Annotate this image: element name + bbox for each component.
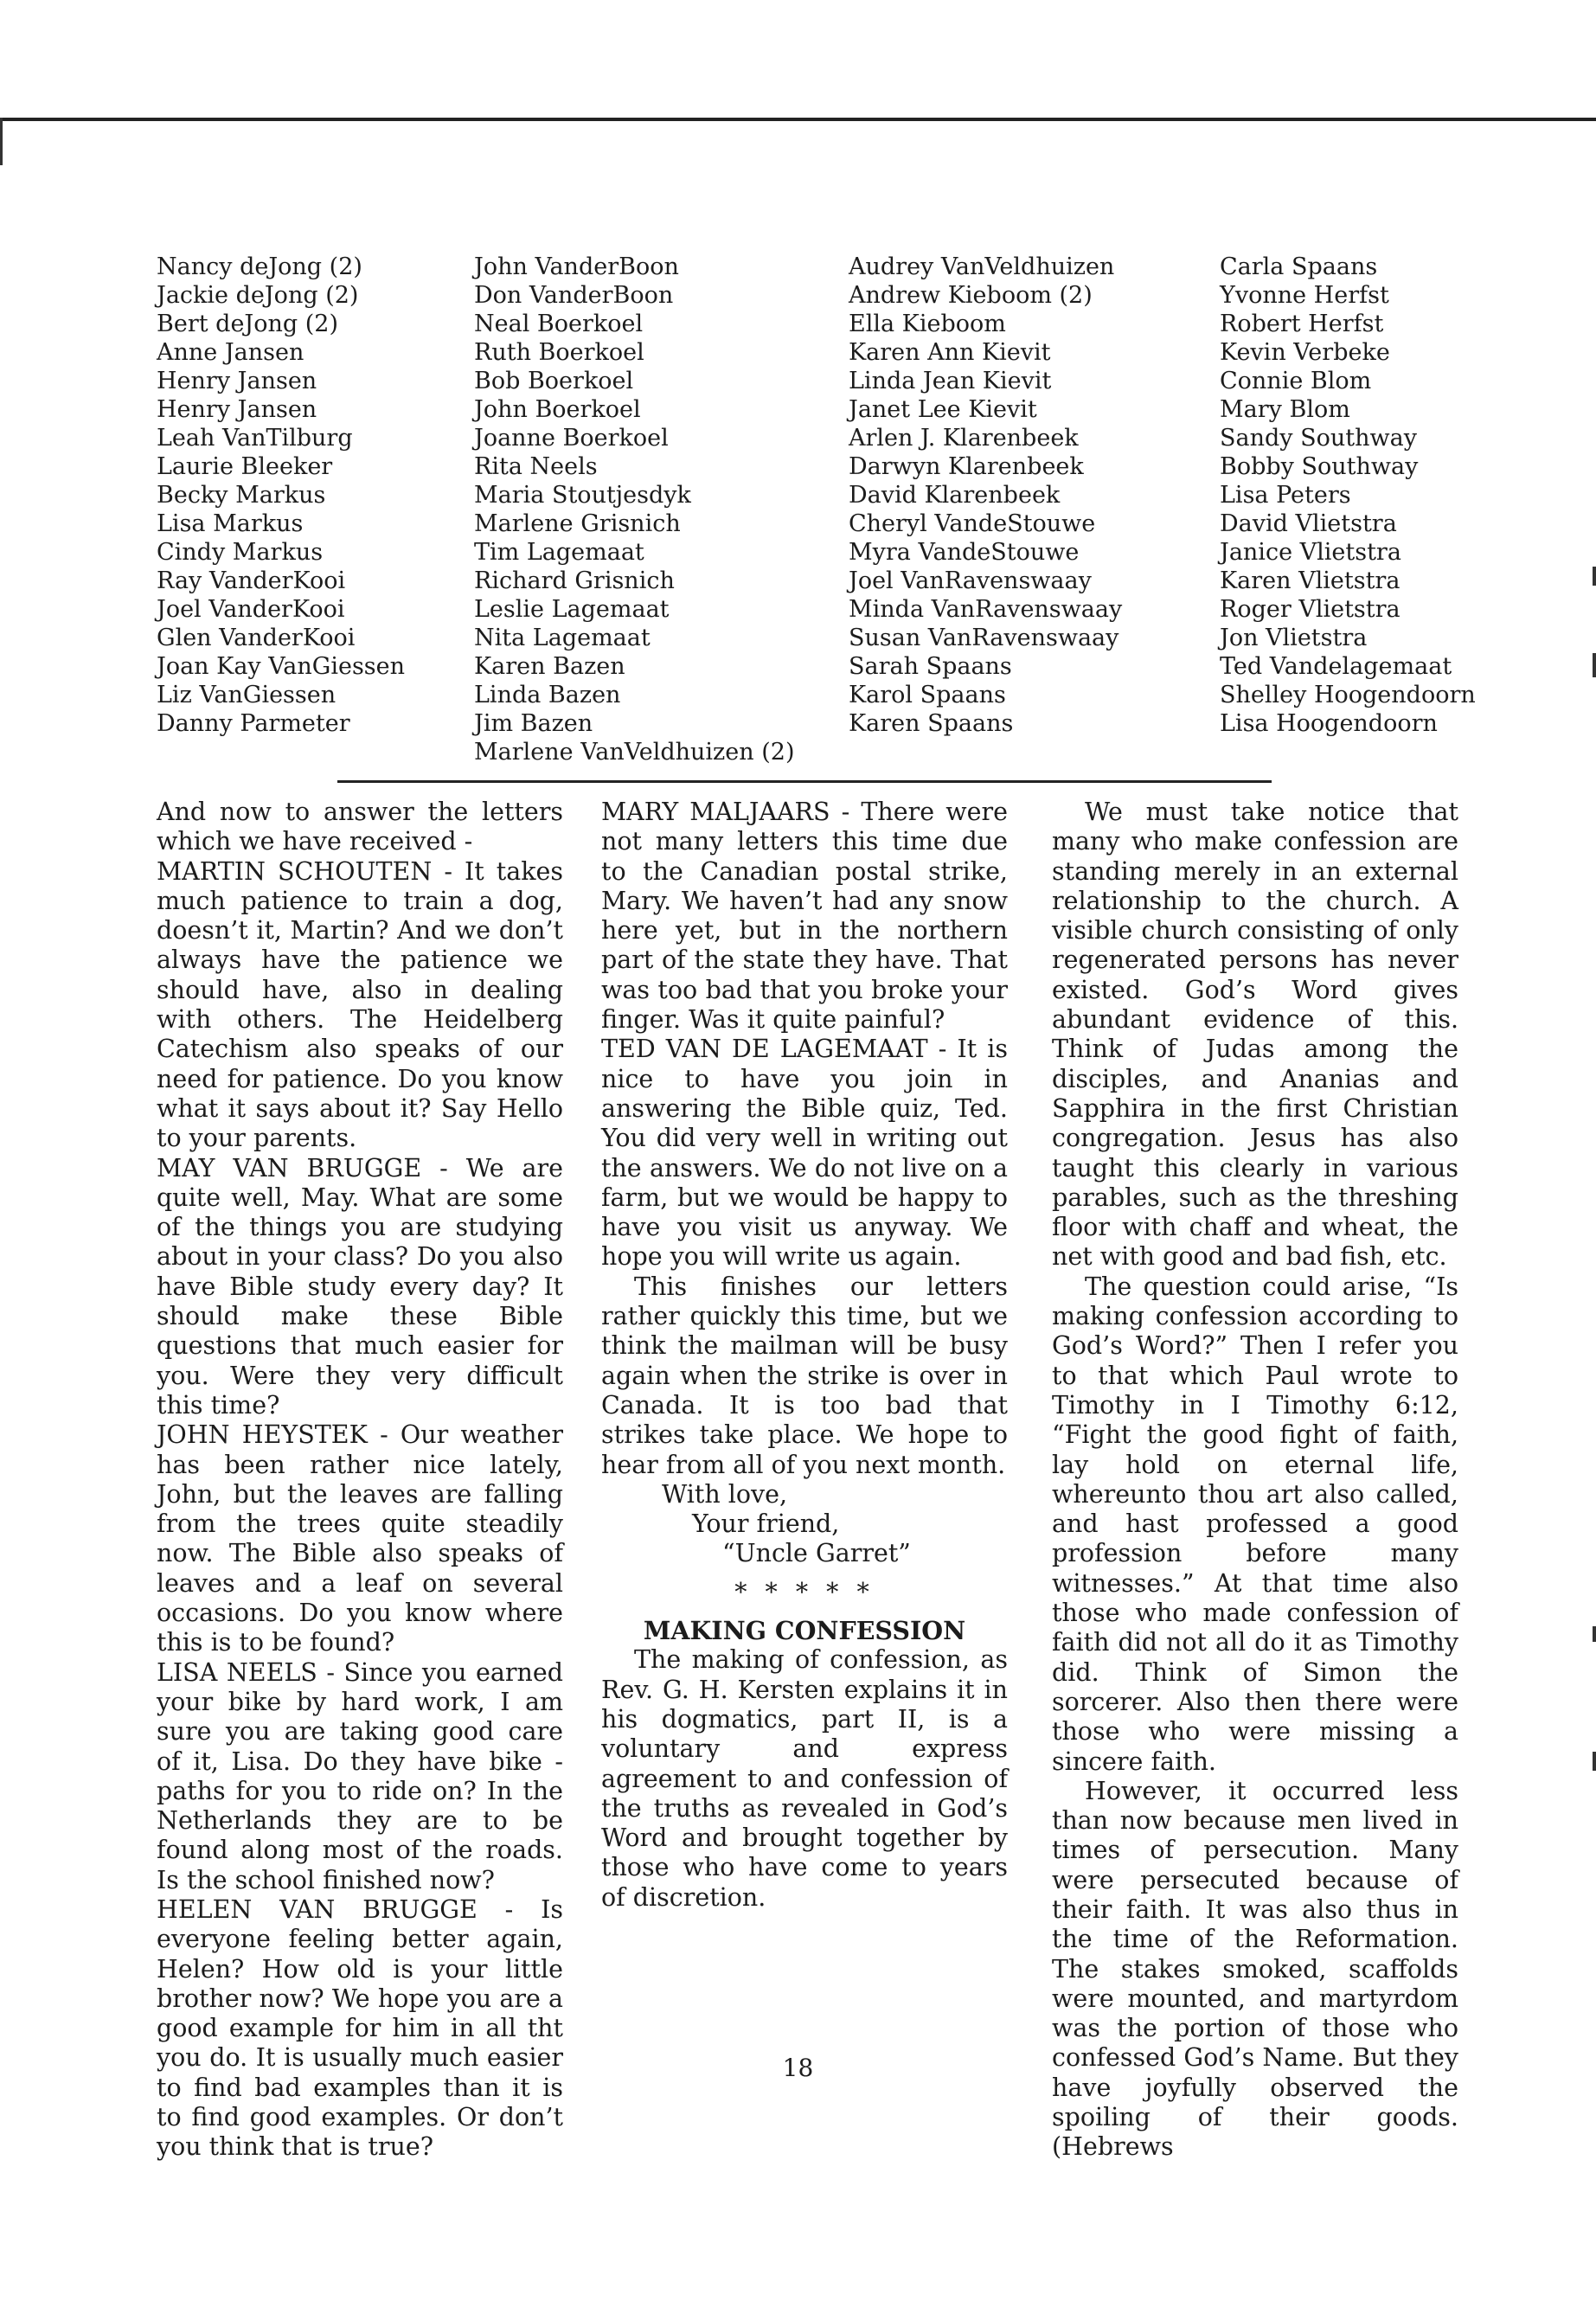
name-entry: Nancy deJong (2): [157, 253, 362, 280]
name-entry: Sarah Spaans: [849, 653, 1012, 680]
name-entry: Ella Kieboom: [849, 311, 1006, 337]
name-entry: Arlen J. Klarenbeek: [849, 425, 1079, 452]
name-entry: Joel VanderKooi: [157, 596, 345, 623]
name-entry: Robert Herfst: [1220, 311, 1384, 337]
name-entry: Joanne Boerkoel: [474, 425, 669, 452]
name-entry: Kevin Verbeke: [1220, 339, 1390, 366]
article-title: MAKING CONFESSION: [643, 1616, 966, 1646]
name-entry: Bob Boerkoel: [474, 368, 634, 394]
name-entry: Minda VanRavenswaay: [849, 596, 1123, 623]
letter-mary: MARY MALJAARS - There were not many letters this time due to the Canadian postal strike, Mary. We haven’t had any snow here yet, but in the northern part of the state they have. That was too bad that you broke your finger. Was it quite painful?: [601, 798, 1008, 1035]
text-column-1: [157, 798, 563, 2163]
name-entry: Richard Grisnich: [474, 567, 675, 594]
letter-ted: TED VAN DE LAGEMAAT - It is nice to have you join in answering the Bible quiz, Ted. You did very well in writing out the answers. We do not live on a farm, but we would be happy to have you visit us anyway. We hope you will write us again.: [601, 1035, 1008, 1272]
name-entry: Tim Lagemaat: [474, 539, 644, 566]
signature-friend: Your friend,: [692, 1509, 840, 1539]
name-entry: Ray VanderKooi: [157, 567, 346, 594]
section-divider: [337, 780, 1272, 783]
name-entry: Bobby Southway: [1220, 453, 1419, 480]
name-entry: Becky Markus: [157, 482, 326, 509]
name-entry: Joan Kay VanGiessen: [157, 653, 406, 680]
name-entry: Susan VanRavenswaay: [849, 625, 1119, 651]
names-column-1: [157, 253, 405, 738]
name-entry: David Klarenbeek: [849, 482, 1061, 509]
name-entry: Darwyn Klarenbeek: [849, 453, 1084, 480]
name-entry: Yvonne Herfst: [1220, 282, 1389, 309]
name-entry: Leah VanTilburg: [157, 425, 353, 452]
names-column-3: [849, 253, 1122, 738]
right-edge-mark: [1593, 1752, 1596, 1771]
letter-martin: MARTIN SCHOUTEN - It takes much patience to train a dog, doesn’t it, Martin? And we don’t always have the patience we should have, also in dealing with others. The Heidelberg Catechism also speaks of our need for patience. Do you know what it says about it? Say Hello to your parents.: [157, 856, 563, 1153]
name-entry: Anne Jansen: [157, 339, 304, 366]
name-entry: Janet Lee Kievit: [849, 396, 1037, 423]
name-entry: Cheryl VandeStouwe: [849, 510, 1096, 537]
name-entry: Karen Ann Kievit: [849, 339, 1051, 366]
name-entry: Myra VandeStouwe: [849, 539, 1080, 566]
name-entry: Andrew Kieboom (2): [849, 282, 1093, 309]
name-entry: Connie Blom: [1220, 368, 1372, 394]
name-entry: Laurie Bleeker: [157, 453, 333, 480]
names-column-2: [474, 253, 794, 766]
name-entry: Audrey VanVeldhuizen: [849, 253, 1115, 280]
name-entry: Jim Bazen: [474, 710, 593, 737]
name-entry: Shelley Hoogendoorn: [1220, 682, 1476, 708]
name-entry: Henry Jansen: [157, 368, 317, 394]
name-entry: Roger Vlietstra: [1220, 596, 1401, 623]
letter-lisa: LISA NEELS - Since you earned your bike by hard work, I am sure you are taking good care of it, Lisa. Do they have bike - paths for you to ride on? In the Netherlands they are to be found along most of the roads. Is the school finished now?: [157, 1657, 563, 1894]
name-entry: Danny Parmeter: [157, 710, 350, 737]
name-entry: Bert deJong (2): [157, 311, 339, 337]
name-entry: Henry Jansen: [157, 396, 317, 423]
letter-may: MAY VAN BRUGGE - We are quite well, May. What are some of the things you are studying about in your class? Do you also have Bible study every day? It should make these Bible questions that much easier for you. Were they very difficult this time?: [157, 1153, 563, 1420]
article-paragraph-2: We must take notice that many who make confession are standing merely in an external relationship to the church. A visible church consisting of only regenerated persons has never existed. God’s Word gives abundant evidence of this. Think of Judas among the disciples, and Ananias and Sapphira in the first Christian congregation. Jesus has also taught this clearly in various parables, such as the threshing floor with chaff and wheat, the net with good and bad fish, etc.: [1052, 798, 1458, 1272]
name-entry: Don VanderBoon: [474, 282, 674, 309]
name-entry: Marlene Grisnich: [474, 510, 681, 537]
name-entry: Ruth Boerkoel: [474, 339, 644, 366]
name-entry: Jackie deJong (2): [157, 282, 359, 309]
letter-helen: HELEN VAN BRUGGE - Is everyone feeling better again, Helen? How old is your little brother now? We hope you are a good example for him in all tht you do. It is usually much easier to find bad examples than it is to find good examples. Or don’t you think that is true?: [157, 1894, 563, 2162]
name-entry: Cindy Markus: [157, 539, 324, 566]
signature-love: With love,: [662, 1479, 788, 1509]
name-entry: Neal Boerkoel: [474, 311, 644, 337]
name-entry: Joel VanRavenswaay: [849, 567, 1092, 594]
name-entry: Nita Lagemaat: [474, 625, 651, 651]
name-entry: Carla Spaans: [1220, 253, 1378, 280]
right-edge-mark: [1593, 567, 1596, 586]
name-entry: Sandy Southway: [1220, 425, 1417, 452]
left-edge-mark: [0, 118, 3, 165]
names-column-4: [1220, 253, 1476, 738]
name-entry: Rita Neels: [474, 453, 598, 480]
top-rule: [0, 118, 1596, 121]
page-number: 18: [782, 2054, 814, 2082]
name-entry: Janice Vlietstra: [1220, 539, 1401, 566]
name-entry: Karol Spaans: [849, 682, 1006, 708]
name-entry: Glen VanderKooi: [157, 625, 356, 651]
name-entry: Mary Blom: [1220, 396, 1350, 423]
name-entry: Linda Bazen: [474, 682, 621, 708]
name-entry: David Vlietstra: [1220, 510, 1397, 537]
article-paragraph-3: The question could arise, “Is making confession according to God’s Word?” Then I refer you to that which Paul wrote to Timothy in I Timothy 6:12, “Fight the good fight of faith, lay hold on eternal life, whereunto thou art also called, and hast professed a good profession before many witnesses.” At that time also those who made confession of faith did not all do it as Timothy did. Think of Simon the sorcerer. Also then there were those who were missing a sincere faith.: [1052, 1272, 1458, 1776]
name-entry: Karen Bazen: [474, 653, 625, 680]
name-entry: Lisa Markus: [157, 510, 304, 537]
name-entry: Maria Stoutjesdyk: [474, 482, 691, 509]
name-entry: Ted Vandelagemaat: [1220, 653, 1452, 680]
name-entry: Karen Vlietstra: [1220, 567, 1401, 594]
name-entry: Lisa Peters: [1220, 482, 1351, 509]
signature-name: “Uncle Garret”: [722, 1539, 911, 1568]
name-entry: Linda Jean Kievit: [849, 368, 1052, 394]
name-entry: John Boerkoel: [474, 396, 641, 423]
name-entry: Marlene VanVeldhuizen (2): [474, 739, 795, 766]
name-entry: Karen Spaans: [849, 710, 1014, 737]
section-separator-stars: * * * * *: [734, 1577, 875, 1606]
name-entry: John VanderBoon: [474, 253, 679, 280]
text-column-2: [601, 798, 1008, 1913]
letter-john: JOHN HEYSTEK - Our weather has been rather nice lately, John, but the leaves are falling from the trees quite steadily now. The Bible also speaks of leaves and a leaf on several occasions. Do you know where this is to be found?: [157, 1420, 563, 1657]
article-paragraph-1: The making of confession, as Rev. G. H. Kersten explains it in his dogmatics, part II, is a voluntary and express agreement to and confession of the truths as revealed in God’s Word and brought together by those who have come to years of discretion.: [601, 1645, 1008, 1912]
right-edge-mark: [1593, 653, 1596, 677]
right-edge-mark: [1593, 1626, 1596, 1642]
text-column-3: [1052, 798, 1458, 2163]
name-entry: Liz VanGiessen: [157, 682, 337, 708]
letters-closing: This finishes our letters rather quickly this time, but we think the mailman will be busy again when the strike is over in Canada. It is too bad that strikes take place. We hope to hear from all of you next month.: [601, 1272, 1008, 1479]
name-entry: Jon Vlietstra: [1220, 625, 1368, 651]
article-paragraph-4: However, it occurred less than now because men lived in times of persecution. Many were persecuted because of their faith. It was also thus in the time of the Reformation. The stakes smoked, scaffolds were mounted, and martyrdom was the portion of those who confessed God’s Name. But they have joyfully observed the spoiling of their goods. (Hebrews: [1052, 1776, 1458, 2162]
name-entry: Leslie Lagemaat: [474, 596, 670, 623]
name-entry: Lisa Hoogendoorn: [1220, 710, 1438, 737]
letters-intro: And now to answer the letters which we have received -: [157, 798, 563, 856]
